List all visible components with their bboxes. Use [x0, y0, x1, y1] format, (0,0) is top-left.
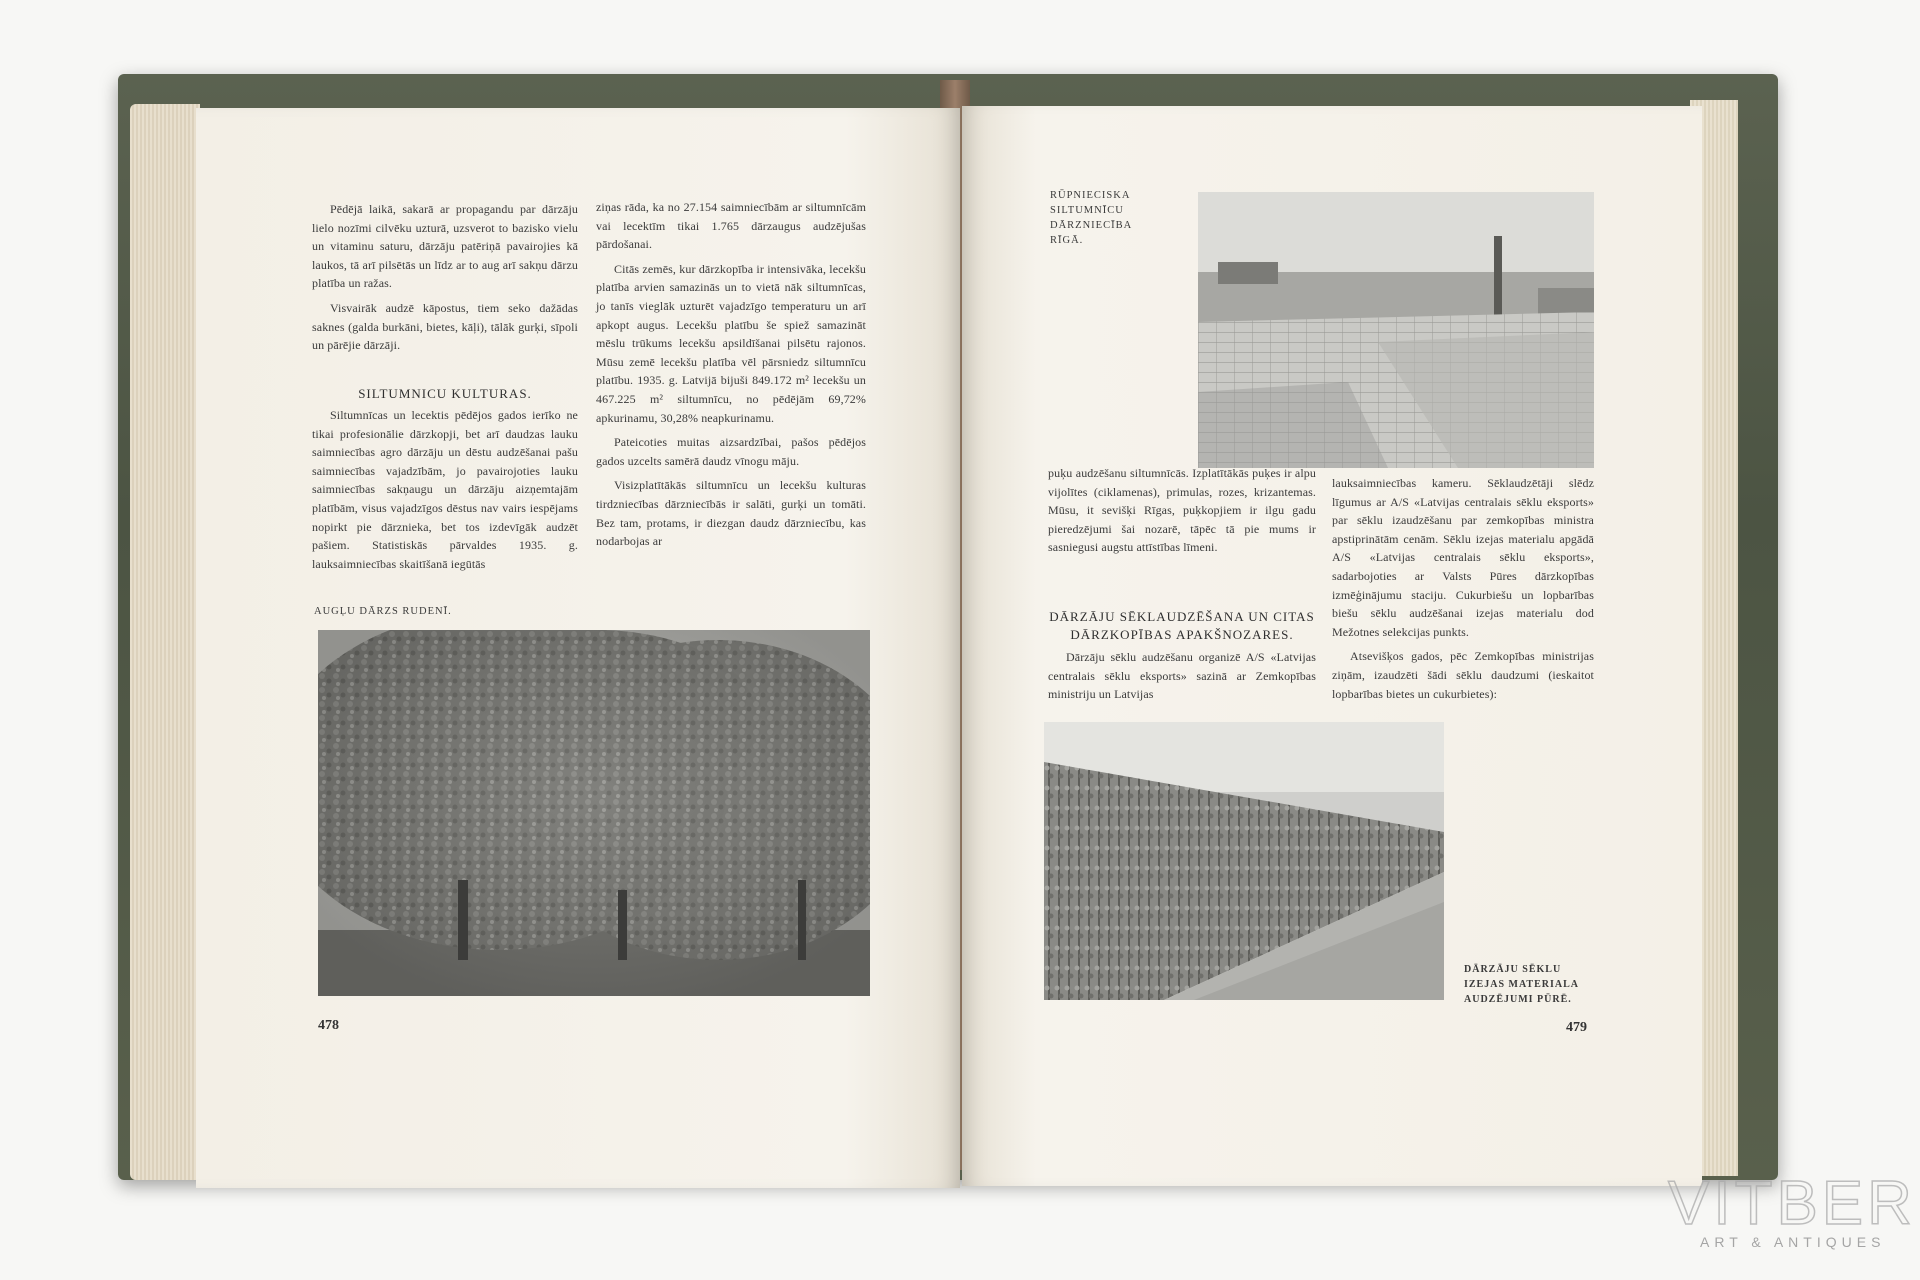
greenhouse-photo	[1198, 192, 1594, 468]
paragraph: Citās zemēs, kur dārzkopība ir intensivāka, lecekšu platība arvien samazinās un to vietā nāk siltumnīcas, jo tanīs vieglāk uzturēt vajadzīgo temperaturu un arī apkopt augus. Lecekšu platību še spiež samazināt mēslu trūkums lecekšu apsildīšanai pilsētu rajonos. Mūsu zemē lecekšu platība vēl pārsniedz siltumnīcu platību. 1935. g. Latvijā bijuši 849.172 m² lecekšu un 467.225 m² siltumnīcu, no pēdējām 69,72% apkurinamu, 30,28% neapkurinamu.	[596, 261, 866, 425]
right-page-column-1	[1048, 464, 1316, 563]
page-number-left: 478	[318, 1018, 339, 1033]
paragraph: puķu audzēšanu siltumnīcās. Izplatītākās puķes ir alpu vijolītes (ciklamenas), primulas, rozes, krizantemas. Mūsu, it sevišķi Rīgas, puķkopjiem ir ilgu gadu pieredzējumi šai nozarē, tāpēc tā pie mums ir sasniegusi augstu attīstības līmeni.	[1048, 466, 1316, 555]
paragraph: Visvairāk audzē kāpostus, tiem seko dažādas saknes (galda burkāni, bietes, kāļi), tālāk gurķi, sīpoli un pārējie dārzāji.	[312, 300, 578, 353]
greenhouse-photo-caption: RŪPNIECISKA SILTUMNĪCU DĀRZNIECĪBA RĪGĀ.	[1050, 190, 1132, 246]
paragraph: Dārzāju sēklu audzēšanu organizē A/S «Latvijas centralais sēklu eksports» sazinā ar Zemkopības ministriju un Latvijas	[1048, 650, 1316, 702]
seed-photo-caption: DĀRZĀJU SĒKLU IZEJAS MATERIALA AUDZĒJUMI PŪRĒ.	[1464, 964, 1579, 1005]
paragraph: Visizplatītākās siltumnīcu un lecekšu kulturas tirdzniecības dārzniecībās ir salāti, gurķi un tomāti. Bez tam, protams, ir diezgan daudz dārzniecību, kas nodarbojas ar	[596, 478, 866, 549]
section-heading-seklaudzesana: DĀRZĀJU SĒKLAUDZĒŠANA UN CITAS DĀRZKOPĪBAS APAKŠNOZARES.	[1049, 609, 1315, 642]
left-page-column-1b	[312, 406, 578, 579]
paragraph: lauksaimniecības kameru. Sēklaudzētāji slēdz līgumus ar A/S «Latvijas centralais sēklu eksports» par sēklu izaudzēšanu par zemkopības ministra apstiprinātām cenām. Sēklu izejas materialu apgādā A/S «Latvijas centralais sēklu eksports», sadarbojoties ar Valsts Pūres dārzkopības izmēģinājumu staciju. Cukurbiešu un lopbarības biešu sēklu audzēšanai izejas materialu dod Mežotnes selekcijas punkts.	[1332, 476, 1594, 639]
left-page-column-1	[312, 200, 578, 361]
orchard-photo-caption: AUGĻU DĀRZS RUDENĪ.	[314, 606, 452, 617]
section-heading-siltumnicu: SILTUMNICU KULTURAS.	[358, 386, 532, 401]
page-edges-left	[130, 104, 200, 1180]
vitber-watermark-logo: VITBER	[1668, 1169, 1916, 1238]
right-page-column-1b	[1048, 648, 1316, 710]
page-number-right: 479	[1566, 1020, 1587, 1035]
orchard-photo	[318, 630, 870, 996]
seed-crop-photo	[1044, 722, 1444, 1000]
right-page-column-2	[1332, 474, 1594, 709]
vitber-watermark-subtitle: ART & ANTIQUES	[1700, 1234, 1886, 1250]
paragraph: Pēdējā laikā, sakarā ar propagandu par dārzāju lielo nozīmi cilvēku uzturā, uzsverot to bazisko vielu un vitaminu saturu, dārzāju patēriņā pavairojies kā laukos, tā arī pilsētās un līdz ar to aug arī sakņu dārzu platība un ražas.	[312, 202, 578, 291]
paragraph: Siltumnīcas un lecektis pēdējos gados ierīko ne tikai profesionālie dārzkopji, bet arī daudzas lauku saimniecības agro dārzāju un dēstu audzēšanai pašu saimniecības vajadzībām, jo pavairojoties lauku saimniecības sakņaugu un dārzāju aizņemtajām platībām, visus vajadzīgos dēstus nav vairs iespējams nopirkt pie dārznieka, bet tos izdevīgāk audzēt pašiem. Statistiskās pārvaldes 1935. g. lauksaimniecības skaitīšanā iegūtās	[312, 408, 578, 571]
paragraph: Pateicoties muitas aizsardzībai, pašos pēdējos gados uzcelts samērā daudz vīnogu māju.	[596, 435, 866, 468]
left-page-column-2	[596, 198, 866, 557]
paragraph: ziņas rāda, ka no 27.154 saimniecībām ar siltumnīcām vai lecektīm tikai 1.765 dārzaugus audzējušas pārdošanai.	[596, 200, 866, 252]
paragraph: Atsevišķos gados, pēc Zemkopības ministrijas ziņām, izaudzēti šādi sēklu daudzumi (ieskaitot lopbarības bietes un cukurbietes):	[1332, 649, 1594, 701]
